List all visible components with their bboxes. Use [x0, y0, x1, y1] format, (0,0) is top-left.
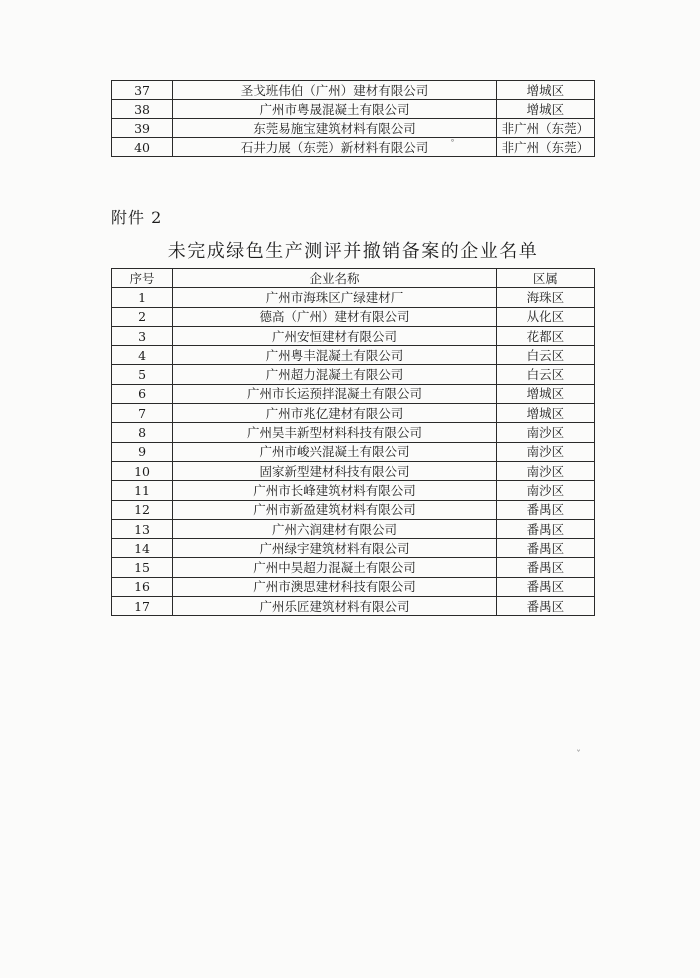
cell-serial-number: 2 — [112, 307, 173, 326]
cell-district: 从化区 — [496, 307, 594, 326]
cell-serial-number: 37 — [112, 81, 173, 100]
cell-company-name: 广州市粤晟混凝土有限公司 — [173, 100, 497, 119]
table-row — [112, 481, 595, 500]
cell-serial-number: 5 — [112, 365, 173, 384]
cell-serial-number: 40 — [112, 138, 173, 157]
cell-district: 海珠区 — [496, 288, 594, 307]
table-row — [112, 100, 595, 119]
cell-district: 番禺区 — [496, 597, 594, 616]
continued-table-body — [112, 81, 595, 157]
scan-speck: ˇ — [576, 750, 581, 761]
cell-district: 非广州（东莞） — [496, 138, 594, 157]
table-row — [112, 119, 595, 138]
cell-serial-number: 8 — [112, 423, 173, 442]
cell-company-name: 广州六润建材有限公司 — [173, 519, 497, 538]
cell-company-name: 广州粤丰混凝土有限公司 — [173, 346, 497, 365]
cell-company-name: 德高（广州）建材有限公司 — [173, 307, 497, 326]
table-row — [112, 288, 595, 307]
cell-company-name: 石井力展（东莞）新材料有限公司 — [173, 138, 497, 157]
table-row — [112, 597, 595, 616]
cell-serial-number: 11 — [112, 481, 173, 500]
table-row — [112, 346, 595, 365]
cell-serial-number: 13 — [112, 519, 173, 538]
cell-serial-number: 12 — [112, 500, 173, 519]
cell-district: 花都区 — [496, 326, 594, 345]
table-row — [112, 577, 595, 596]
header-district: 区属 — [496, 269, 594, 288]
cell-company-name: 广州市峻兴混凝土有限公司 — [173, 442, 497, 461]
cell-district: 番禺区 — [496, 519, 594, 538]
cell-company-name: 广州超力混凝土有限公司 — [173, 365, 497, 384]
cell-serial-number: 38 — [112, 100, 173, 119]
continued-company-table — [111, 80, 595, 157]
table-row — [112, 404, 595, 423]
cell-company-name: 圣戈班伟伯（广州）建材有限公司 — [173, 81, 497, 100]
cell-district: 增城区 — [496, 384, 594, 403]
table-row — [112, 81, 595, 100]
cell-district: 白云区 — [496, 365, 594, 384]
cell-district: 增城区 — [496, 100, 594, 119]
cell-company-name: 广州市新盈建筑材料有限公司 — [173, 500, 497, 519]
table-header-row — [112, 269, 595, 288]
document-title: 未完成绿色生产测评并撤销备案的企业名单 — [167, 241, 539, 262]
header-serial-number: 序号 — [112, 269, 173, 288]
cell-company-name: 广州乐匠建筑材料有限公司 — [173, 597, 497, 616]
cell-serial-number: 6 — [112, 384, 173, 403]
header-company-name: 企业名称 — [173, 269, 497, 288]
scan-speck: ˚ — [450, 140, 455, 151]
cell-district: 增城区 — [496, 81, 594, 100]
revoked-table-body — [112, 288, 595, 616]
cell-company-name: 广州市海珠区广绿建材厂 — [173, 288, 497, 307]
cell-company-name: 广州市兆亿建材有限公司 — [173, 404, 497, 423]
attachment-label: 附件 2 — [111, 208, 163, 227]
cell-serial-number: 16 — [112, 577, 173, 596]
cell-company-name: 广州市长运预拌混凝土有限公司 — [173, 384, 497, 403]
table-row — [112, 423, 595, 442]
cell-serial-number: 4 — [112, 346, 173, 365]
revoked-company-table — [111, 268, 595, 616]
table-row — [112, 307, 595, 326]
cell-serial-number: 15 — [112, 558, 173, 577]
cell-serial-number: 14 — [112, 539, 173, 558]
cell-district: 番禺区 — [496, 500, 594, 519]
table-row — [112, 326, 595, 345]
cell-company-name: 广州市长峰建筑材料有限公司 — [173, 481, 497, 500]
table-row — [112, 519, 595, 538]
cell-serial-number: 7 — [112, 404, 173, 423]
cell-district: 白云区 — [496, 346, 594, 365]
cell-company-name: 固家新型建材科技有限公司 — [173, 461, 497, 480]
cell-serial-number: 9 — [112, 442, 173, 461]
cell-company-name: 广州市澳思建材科技有限公司 — [173, 577, 497, 596]
table-row — [112, 365, 595, 384]
table-row — [112, 558, 595, 577]
table-row — [112, 500, 595, 519]
table-row — [112, 539, 595, 558]
cell-district: 南沙区 — [496, 461, 594, 480]
cell-district: 非广州（东莞） — [496, 119, 594, 138]
cell-company-name: 广州昊丰新型材料科技有限公司 — [173, 423, 497, 442]
table-row — [112, 138, 595, 157]
cell-company-name: 广州中昊超力混凝土有限公司 — [173, 558, 497, 577]
cell-district: 南沙区 — [496, 481, 594, 500]
table-row — [112, 384, 595, 403]
cell-district: 番禺区 — [496, 539, 594, 558]
cell-serial-number: 1 — [112, 288, 173, 307]
cell-district: 番禺区 — [496, 577, 594, 596]
cell-district: 南沙区 — [496, 442, 594, 461]
cell-serial-number: 39 — [112, 119, 173, 138]
cell-serial-number: 3 — [112, 326, 173, 345]
cell-district: 番禺区 — [496, 558, 594, 577]
table-row — [112, 442, 595, 461]
cell-company-name: 广州绿宇建筑材料有限公司 — [173, 539, 497, 558]
table-row — [112, 461, 595, 480]
cell-company-name: 东莞易施宝建筑材料有限公司 — [173, 119, 497, 138]
cell-serial-number: 17 — [112, 597, 173, 616]
cell-district: 增城区 — [496, 404, 594, 423]
cell-serial-number: 10 — [112, 461, 173, 480]
cell-company-name: 广州安恒建材有限公司 — [173, 326, 497, 345]
cell-district: 南沙区 — [496, 423, 594, 442]
